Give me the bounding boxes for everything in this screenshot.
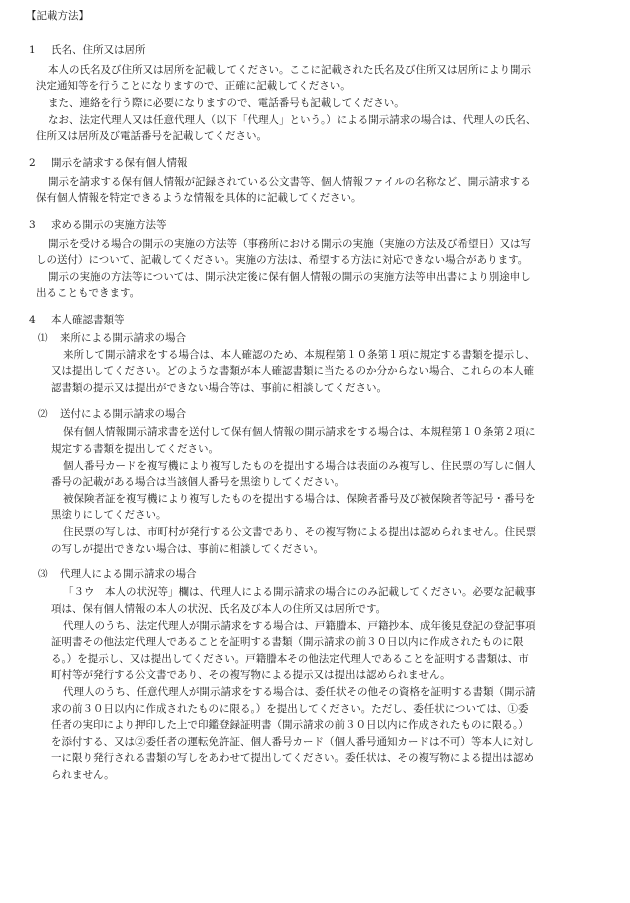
paragraph-line: 一に限り発行される書類の写しをあわせて提出してください。委任状は、その複写物による提出は認め (51, 752, 534, 764)
subsection-heading (38, 566, 197, 584)
paragraph-line: 証明書その他法定代理人であることを証明する書類（開示請求の前３０日以内に作成されたものに限 (51, 636, 524, 648)
paragraph-line: 保有個人情報開示請求書を送付して保有個人情報の開示請求をする場合は、本規程第１０条第２項に (63, 426, 536, 438)
paragraph-line: 町村等が発行する公文書であり、その複写物による提示又は提出は認められません。 (51, 669, 451, 681)
section-number: 1 (29, 44, 36, 56)
subsection-title: 送付による開示請求の場合 (60, 408, 186, 420)
paragraph-line: 代理人のうち、任意代理人が開示請求をする場合は、委任状その他その資格を証明する書類（開示請 (63, 686, 536, 698)
paragraph-line: 保有個人情報を特定できるような情報を具体的に記載してください。 (36, 192, 362, 204)
section-number: 2 (29, 157, 36, 169)
paragraph-line: 規定する書類を提出してください。 (51, 443, 219, 455)
paragraph-line: を添付する、又は②委任者の運転免許証、個人番号カード（個人番号通知カードは不可）等本人に対し (51, 736, 534, 748)
paragraph-line: る。）を提示し、又は提出してください。戸籍謄本その他法定代理人であることを証明する書類は、市 (51, 653, 529, 665)
paragraph-line: 被保険者証を複写機により複写したものを提出する場合は、保険者番号及び被保険者等記号・番号を (63, 493, 536, 505)
paragraph-line: 住民票の写しは、市町村が発行する公文書であり、その複写物による提出は認められません。住民票 (63, 526, 537, 538)
paragraph-line: 本人の氏名及び住所又は居所を記載してください。ここに記載された氏名及び住所又は居所により開示 (48, 64, 531, 76)
document-title: 【記載方法】 (26, 10, 89, 22)
section-title: 求める開示の実施方法等 (51, 219, 167, 231)
paragraph-line: 代理人のうち、法定代理人が開示請求をする場合は、戸籍謄本、戸籍抄本、成年後見登記の登記事項 (63, 620, 536, 632)
paragraph-line: 開示の実施の方法等については、開示決定後に保有個人情報の開示の実施方法等申出書により別途申し (48, 271, 531, 283)
paragraph-line: 求の前３０日以内に作成されたものに限る。）を提出してください。ただし、委任状については、①委 (51, 703, 529, 715)
paragraph-line: 住所又は居所及び電話番号を記載してください。 (36, 130, 267, 142)
paragraph-line: 黒塗りにしてください。 (51, 509, 167, 521)
paragraph-line: 任者の実印により押印した上で印鑑登録証明書（開示請求の前３０日以内に作成されたものに限る。） (51, 719, 529, 731)
paragraph-line: 出ることもできます。 (36, 287, 141, 299)
paragraph-line: 来所して開示請求をする場合は、本人確認のため、本規程第１０条第１項に規定する書類を提示し、 (63, 349, 536, 361)
section-title: 開示を請求する保有個人情報 (51, 157, 188, 169)
section-heading (29, 312, 125, 329)
subsection-heading (38, 406, 186, 424)
section-number: 4 (29, 314, 36, 326)
paragraph-line: 決定通知等を行うことになりますので、正確に記載してください。 (36, 80, 351, 92)
paragraph-line: 番号の記載がある場合は当該個人番号を黒塗りしてください。 (51, 476, 345, 488)
paragraph-line: 又は提出してください。どのような書類が本人確認書類に当たるのか分からない場合、これらの本人確 (51, 365, 534, 377)
section-heading (29, 42, 146, 59)
paragraph-line: の写しが提出できない場合は、事前に相談してください。 (51, 543, 324, 555)
paragraph-line: また、連絡を行う際に必要になりますので、電話番号も記載してください。 (48, 97, 405, 109)
subsection-number: ⑵ (38, 409, 48, 420)
subsection-title: 来所による開示請求の場合 (60, 332, 186, 344)
paragraph-line: しの送付）について、記載してください。実施の方法は、希望する方法に対応できない場合があります。 (36, 254, 529, 266)
section-heading (29, 217, 167, 234)
subsection-number: ⑶ (38, 569, 48, 580)
paragraph-line: 「３ウ 本人の状況等」欄は、代理人による開示請求の場合にのみ記載してください。必要な記載事 (63, 586, 536, 598)
section-title: 本人確認書類等 (51, 314, 125, 326)
paragraph-line: られません。 (51, 769, 115, 781)
subsection-title: 代理人による開示請求の場合 (60, 568, 197, 580)
paragraph-line: なお、法定代理人又は任意代理人（以下「代理人」という。）による開示請求の場合は、代理人の氏名、 (48, 114, 537, 126)
section-number: 3 (29, 219, 36, 231)
subsection-number: ⑴ (38, 333, 48, 344)
paragraph-line: 個人番号カードを複写機により複写したものを提出する場合は表面のみ複写し、住民票の写しに個人 (63, 460, 536, 472)
paragraph-line: 項は、保有個人情報の本人の状況、氏名及び本人の住所又は居所です。 (51, 603, 387, 615)
section-title: 氏名、住所又は居所 (51, 44, 146, 56)
section-heading (29, 155, 188, 172)
paragraph-line: 認書類の提示又は提出ができない場合等は、事前に相談してください。 (51, 382, 387, 394)
paragraph-line: 開示を請求する保有個人情報が記録されている公文書等、個人情報ファイルの名称など、開示請求する (48, 176, 531, 188)
paragraph-line: 開示を受ける場合の開示の実施の方法等（事務所における開示の実施（実施の方法及び希望日）又は写 (48, 238, 531, 250)
subsection-heading (38, 330, 186, 348)
